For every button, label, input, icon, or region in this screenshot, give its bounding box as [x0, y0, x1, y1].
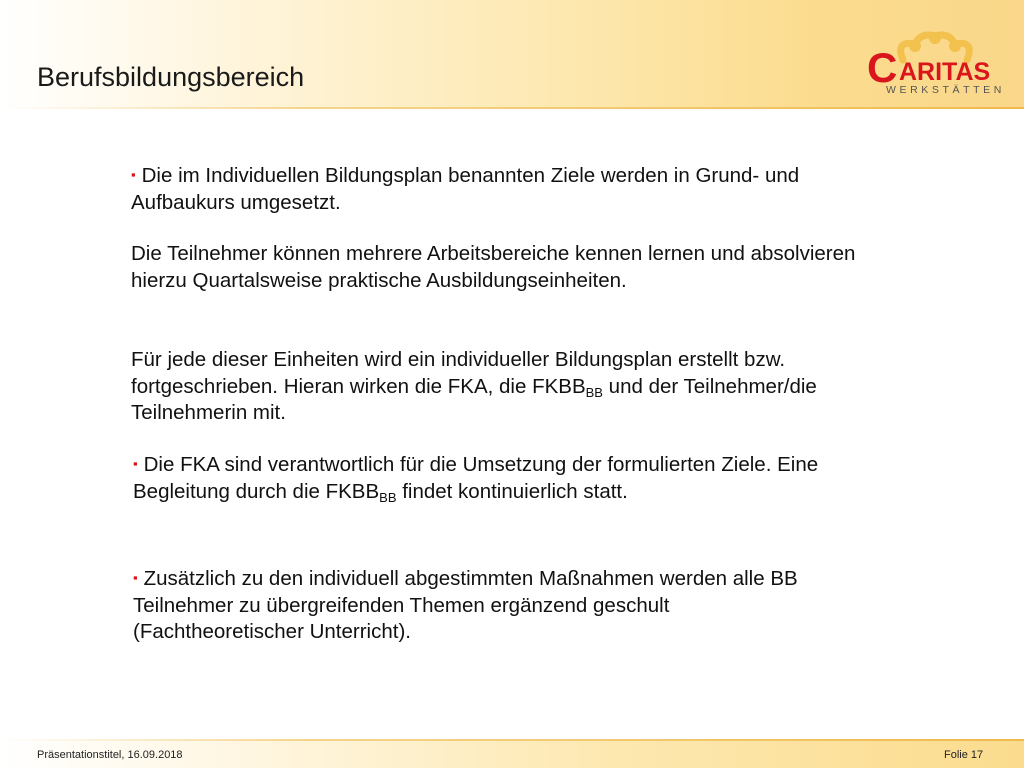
- crown-icon: [901, 32, 970, 60]
- bullet-icon: ▪: [133, 456, 138, 471]
- paragraph-work-areas: Die Teilnehmer können mehrere Arbeitsbereiche kennen lernen und absolvieren hierzu Quartalsweise praktische Ausbildungseinheiten.: [131, 242, 856, 292]
- header-divider: [0, 107, 1024, 109]
- paragraph-goals-text: Die im Individuellen Bildungsplan benannten Ziele werden in Grund- und Aufbaukurs umgesetzt.: [131, 164, 800, 214]
- paragraph-additional-training: [133, 565, 833, 646]
- bullet-icon: ▪: [133, 570, 138, 585]
- page-title: Berufsbildungsbereich: [37, 62, 305, 92]
- paragraph-fka-responsibility: [133, 451, 833, 505]
- logo-subtitle: WERKSTÄTTEN: [886, 84, 1005, 96]
- paragraph-fka-text-end: findet kontinuierlich statt.: [396, 479, 628, 503]
- logo-wordmark: ARITAS: [899, 58, 991, 86]
- paragraph-goals: [131, 162, 871, 216]
- footer-presentation-title: Präsentationstitel, 16.09.2018: [37, 749, 183, 761]
- footer-slide-number: Folie 17: [944, 749, 984, 761]
- bullet-icon: ▪: [131, 167, 136, 182]
- paragraph-education-plan-text-end: und der Teilnehmer/die Teilnehmerin mit.: [131, 374, 817, 424]
- logo-initial: C: [867, 44, 898, 91]
- paragraph-fka-text: Die FKA sind verantwortlich für die Umsetzung der formulierten Ziele. Eine Begleitung durch die FKBB: [133, 453, 819, 503]
- subscript: BB: [585, 384, 603, 400]
- paragraph-education-plan-text: Für jede dieser Einheiten wird ein individueller Bildungsplan erstellt bzw. fortgeschrieben. Hieran wirken die FKA, die FKBB: [131, 348, 786, 398]
- subscript: BB: [379, 489, 397, 505]
- paragraph-education-plan: [131, 347, 871, 427]
- paragraph-additional-text: Zusätzlich zu den individuell abgestimmten Maßnahmen werden alle BB Teilnehmer zu übergreifenden Themen ergänzend geschult (Fachtheoretischer Unterricht).: [133, 567, 798, 643]
